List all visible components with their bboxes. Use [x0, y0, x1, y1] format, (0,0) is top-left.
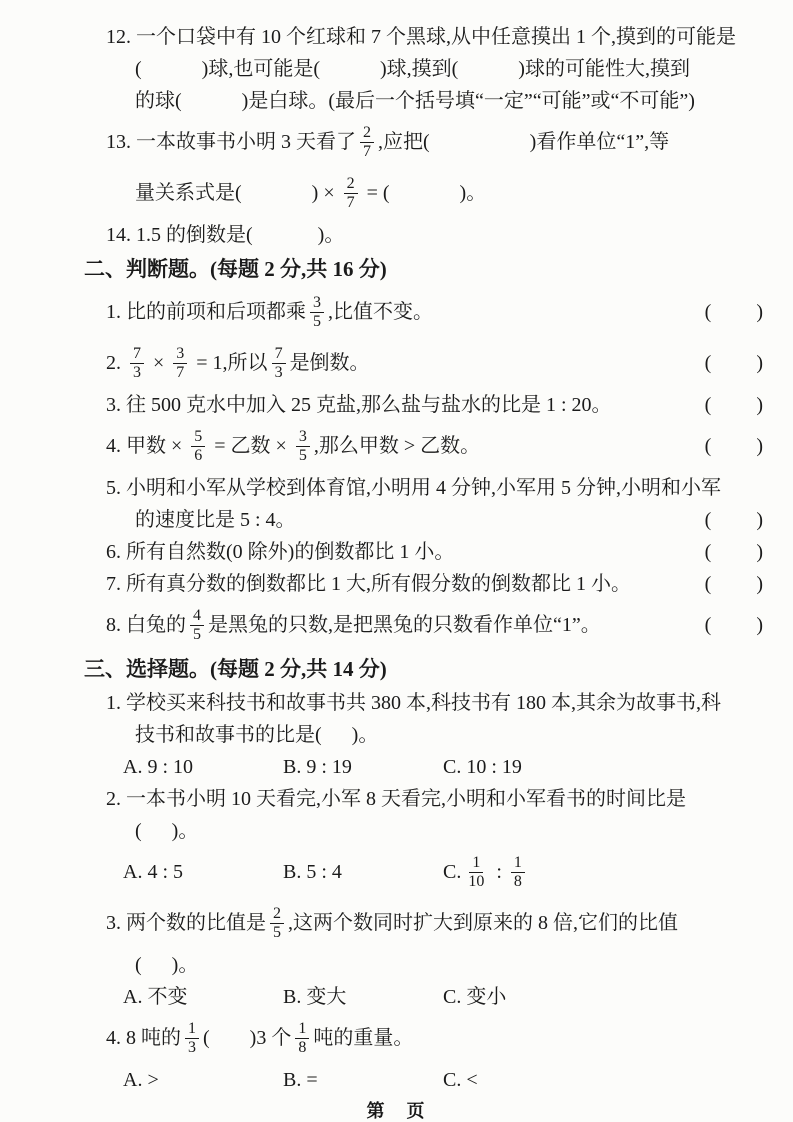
text-segment: 6. 所有自然数(0 除外)的倒数都比 1 小。: [106, 540, 455, 563]
choice-1-options: [0, 751, 793, 783]
choice-2-line-1: [0, 783, 793, 815]
text-segment: B. 5 : 4: [283, 861, 342, 883]
text-segment: 是黑兔的只数,是把黑兔的只数看作单位“1”。: [208, 614, 601, 636]
option-a: [123, 1068, 283, 1093]
exam-content: [0, 21, 793, 1096]
text-segment: 3. 往 500 克水中加入 25 克盐,那么盐与盐水的比是 1 : 20。: [106, 393, 612, 416]
text-segment: 4. 8 吨的: [106, 1027, 181, 1049]
text-segment: 技书和故事书的比是( )。: [135, 723, 379, 746]
fraction: [344, 175, 358, 212]
question-13-line-1: [0, 117, 793, 168]
fraction: [190, 607, 204, 644]
fraction-denominator: 5: [313, 313, 321, 330]
text-segment: A. 不变: [123, 985, 188, 1008]
fraction-numerator: 7: [130, 345, 144, 364]
answer-blank: ( ): [704, 393, 763, 416]
choice-4-options: [0, 1064, 793, 1096]
text-segment: 二、判断题。(每题 2 分,共 16 分): [84, 256, 387, 281]
question-14: [0, 219, 793, 251]
fraction: [191, 428, 205, 465]
fraction-numerator: 1: [185, 1020, 199, 1039]
text-segment: ,比值不变。: [328, 301, 433, 323]
answer-blank: ( ): [704, 301, 763, 323]
page-footer: [0, 1096, 793, 1122]
text-segment: 1. 比的前项和后项都乘: [106, 301, 306, 323]
text-segment: 吨的重量。: [313, 1027, 414, 1049]
option-b: [283, 755, 443, 780]
fraction-numerator: 2: [360, 124, 374, 143]
question-12-line-3: [0, 85, 793, 117]
text-segment: ( )。: [135, 953, 199, 976]
text-segment: ( )。: [135, 819, 199, 842]
fraction-denominator: 5: [298, 447, 307, 464]
text-segment: 5. 小明和小军从学校到体育馆,小明用 4 分钟,小军用 5 分钟,小明和小军: [106, 476, 721, 499]
text-segment: 13. 一本故事书小明 3 天看了: [106, 131, 356, 153]
choice-4-line-1: [0, 1013, 793, 1064]
fraction-denominator: 3: [133, 364, 141, 381]
fraction-numerator: 4: [190, 607, 204, 626]
question-12-line-2: [0, 53, 793, 85]
choice-3-line-2: [0, 949, 793, 981]
option-c: [443, 755, 763, 780]
text-segment: C.: [443, 861, 462, 883]
text-segment: B. 变大: [283, 985, 347, 1008]
choice-1-line-1: [0, 687, 793, 719]
fraction-numerator: 7: [272, 345, 286, 364]
text-segment: = 乙数 ×: [209, 435, 292, 457]
text-segment: 的速度比是 5 : 4。: [135, 508, 296, 531]
choice-3-options: [0, 981, 793, 1013]
fraction-numerator: 3: [296, 428, 310, 447]
option-b: [283, 1068, 443, 1093]
text-segment: A. >: [123, 1068, 159, 1091]
question-13-line-2: [0, 168, 793, 219]
text-segment: 量关系式是( ) ×: [135, 182, 340, 204]
choice-3-line-1: [0, 898, 793, 949]
option-c: [443, 854, 763, 891]
fraction: [310, 294, 324, 331]
fraction-denominator: 6: [194, 447, 203, 464]
fraction: [360, 124, 374, 161]
fraction-denominator: 7: [176, 364, 185, 381]
text-segment: ( )球,也可能是( )球,摸到( )球的可能性大,摸到: [135, 57, 690, 80]
text-segment: C. 10 : 19: [443, 755, 522, 778]
fraction: [465, 854, 487, 891]
fraction-denominator: 5: [193, 626, 201, 643]
text-segment: ( )3 个: [203, 1027, 292, 1049]
text-segment: 是倒数。: [289, 352, 370, 374]
text-segment: A. 4 : 5: [123, 861, 183, 883]
option-a: [123, 755, 283, 780]
fraction: [185, 1020, 199, 1057]
answer-blank: ( ): [704, 540, 763, 563]
fraction-denominator: 7: [346, 194, 355, 211]
option-a: [123, 860, 283, 885]
section-choice-heading: [0, 651, 793, 687]
judge-5-line-1: [0, 472, 793, 504]
text-segment: ,应把( )看作单位“1”,等: [378, 131, 670, 153]
judge-8: [0, 600, 793, 651]
judge-7: [0, 568, 793, 600]
choice-2-options: [0, 847, 793, 898]
answer-blank: ( ): [704, 435, 763, 457]
option-b: [283, 860, 443, 885]
text-segment: ,那么甲数 > 乙数。: [313, 435, 481, 457]
fraction-numerator: 2: [270, 905, 284, 924]
option-c: [443, 985, 763, 1010]
text-segment: ×: [148, 352, 170, 374]
fraction-numerator: 5: [191, 428, 205, 447]
text-segment: 8. 白兔的: [106, 614, 186, 636]
text-segment: 2. 一本书小明 10 天看完,小军 8 天看完,小明和小军看书的时间比是: [106, 787, 686, 810]
fraction-denominator: 10: [468, 873, 485, 890]
fraction: [511, 854, 525, 891]
text-segment: 3. 两个数的比值是: [106, 912, 266, 934]
fraction-denominator: 7: [363, 143, 371, 160]
question-12-line-1: [0, 21, 793, 53]
text-segment: 7. 所有真分数的倒数都比 1 大,所有假分数的倒数都比 1 小。: [106, 572, 631, 595]
text-segment: = ( )。: [361, 182, 487, 204]
judge-5-line-2: [0, 504, 793, 536]
answer-blank: ( ): [704, 352, 763, 374]
judge-3: [0, 389, 793, 421]
judge-4: [0, 421, 793, 472]
text-segment: B. =: [283, 1068, 318, 1091]
judge-2: [0, 338, 793, 389]
page-footer-label: 第 页: [366, 1100, 427, 1121]
fraction-denominator: 8: [298, 1039, 307, 1056]
option-b: [283, 985, 443, 1010]
text-segment: C. 变小: [443, 985, 507, 1008]
answer-blank: ( ): [704, 614, 763, 636]
judge-6: [0, 536, 793, 568]
fraction-numerator: 1: [469, 854, 483, 873]
text-segment: A. 9 : 10: [123, 755, 193, 778]
fraction-numerator: 2: [344, 175, 358, 194]
fraction: [295, 1020, 309, 1057]
option-c: [443, 1068, 763, 1093]
fraction-denominator: 8: [513, 873, 522, 890]
fraction-numerator: 1: [295, 1020, 309, 1039]
section-judge-heading: [0, 251, 793, 287]
text-segment: 的球( )是白球。(最后一个括号填“一定”“可能”或“不可能”): [135, 89, 695, 112]
text-segment: 14. 1.5 的倒数是( )。: [106, 223, 345, 246]
fraction: [130, 345, 144, 382]
text-segment: C. <: [443, 1068, 478, 1091]
fraction-denominator: 3: [274, 364, 283, 381]
text-segment: :: [491, 861, 507, 883]
text-segment: = 1,所以: [191, 352, 268, 374]
text-segment: 4. 甲数 ×: [106, 435, 188, 457]
text-segment: 12. 一个口袋中有 10 个红球和 7 个黑球,从中任意摸出 1 个,摸到的可能是: [106, 25, 736, 48]
choice-1-line-2: [0, 719, 793, 751]
answer-blank: ( ): [704, 572, 763, 595]
text-segment: B. 9 : 19: [283, 755, 352, 778]
answer-blank: ( ): [704, 508, 763, 531]
text-segment: 2.: [106, 352, 126, 374]
judge-1: [0, 287, 793, 338]
text-segment: 1. 学校买来科技书和故事书共 380 本,科技书有 180 本,其余为故事书,科: [106, 691, 721, 714]
choice-2-line-2: [0, 815, 793, 847]
fraction: [270, 905, 284, 942]
fraction-denominator: 5: [273, 924, 281, 941]
fraction: [296, 428, 310, 465]
text-segment: 三、选择题。(每题 2 分,共 14 分): [84, 656, 387, 681]
fraction: [173, 345, 187, 382]
fraction-numerator: 1: [511, 854, 525, 873]
fraction-numerator: 3: [310, 294, 324, 313]
option-a: [123, 985, 283, 1010]
fraction-numerator: 3: [173, 345, 187, 364]
text-segment: ,这两个数同时扩大到原来的 8 倍,它们的比值: [288, 912, 678, 934]
fraction-denominator: 3: [188, 1039, 196, 1056]
fraction: [272, 345, 286, 382]
